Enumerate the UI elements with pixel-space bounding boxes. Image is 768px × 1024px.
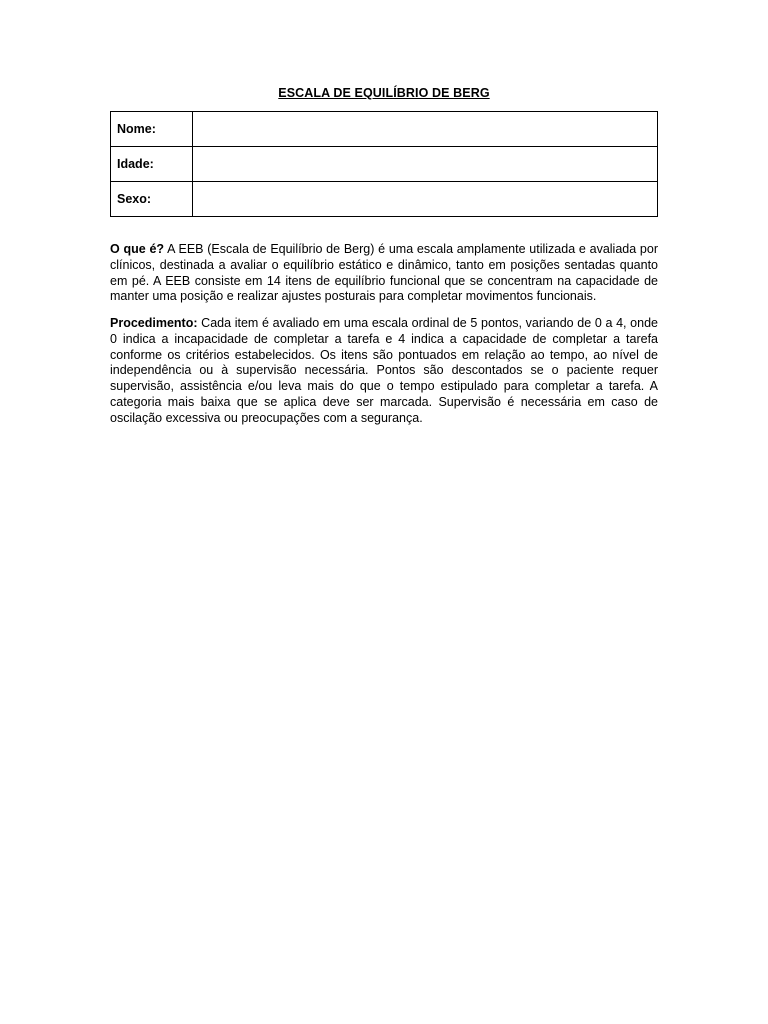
what-is-heading: O que é? [110, 242, 165, 256]
what-is-text: A EEB (Escala de Equilíbrio de Berg) é uma escala amplamente utilizada e avaliada por clínicos, destinada a avaliar o equilíbrio estático e dinâmico, tanto em posições sentadas quanto em pé. A EEB consiste em 14 itens de equilíbrio funcional que se concentram na capacidade de manter uma posição e realizar ajustes posturais para completar movimentos funcionais. [110, 242, 658, 304]
age-label: Idade: [111, 147, 193, 182]
document-title: ESCALA DE EQUILÍBRIO DE BERG [278, 86, 490, 100]
what-is-paragraph [110, 242, 658, 305]
patient-info-table [110, 111, 658, 217]
procedure-paragraph [110, 316, 658, 427]
sex-field[interactable] [193, 182, 658, 217]
name-label: Nome: [111, 112, 193, 147]
name-field[interactable] [193, 112, 658, 147]
sex-label: Sexo: [111, 182, 193, 217]
age-field[interactable] [193, 147, 658, 182]
procedure-text: Cada item é avaliado em uma escala ordinal de 5 pontos, variando de 0 a 4, onde 0 indica a incapacidade de completar a tarefa e 4 indica a capacidade de completar a tarefa conforme os critérios estabelecidos. Os itens são pontuados em relação ao tempo, ao nível de independência ou à supervisão necessária. Pontos são descontados se o paciente requer supervisão, assistência e/ou leva mais do que o tempo estipulado para completar a tarefa. A categoria mais baixa que se aplica deve ser marcada. Supervisão é necessária em caso de oscilação excessiva ou preocupações com a segurança. [110, 316, 658, 425]
table-row [111, 112, 658, 147]
table-row [111, 147, 658, 182]
procedure-heading: Procedimento: [110, 316, 198, 330]
table-row [111, 182, 658, 217]
